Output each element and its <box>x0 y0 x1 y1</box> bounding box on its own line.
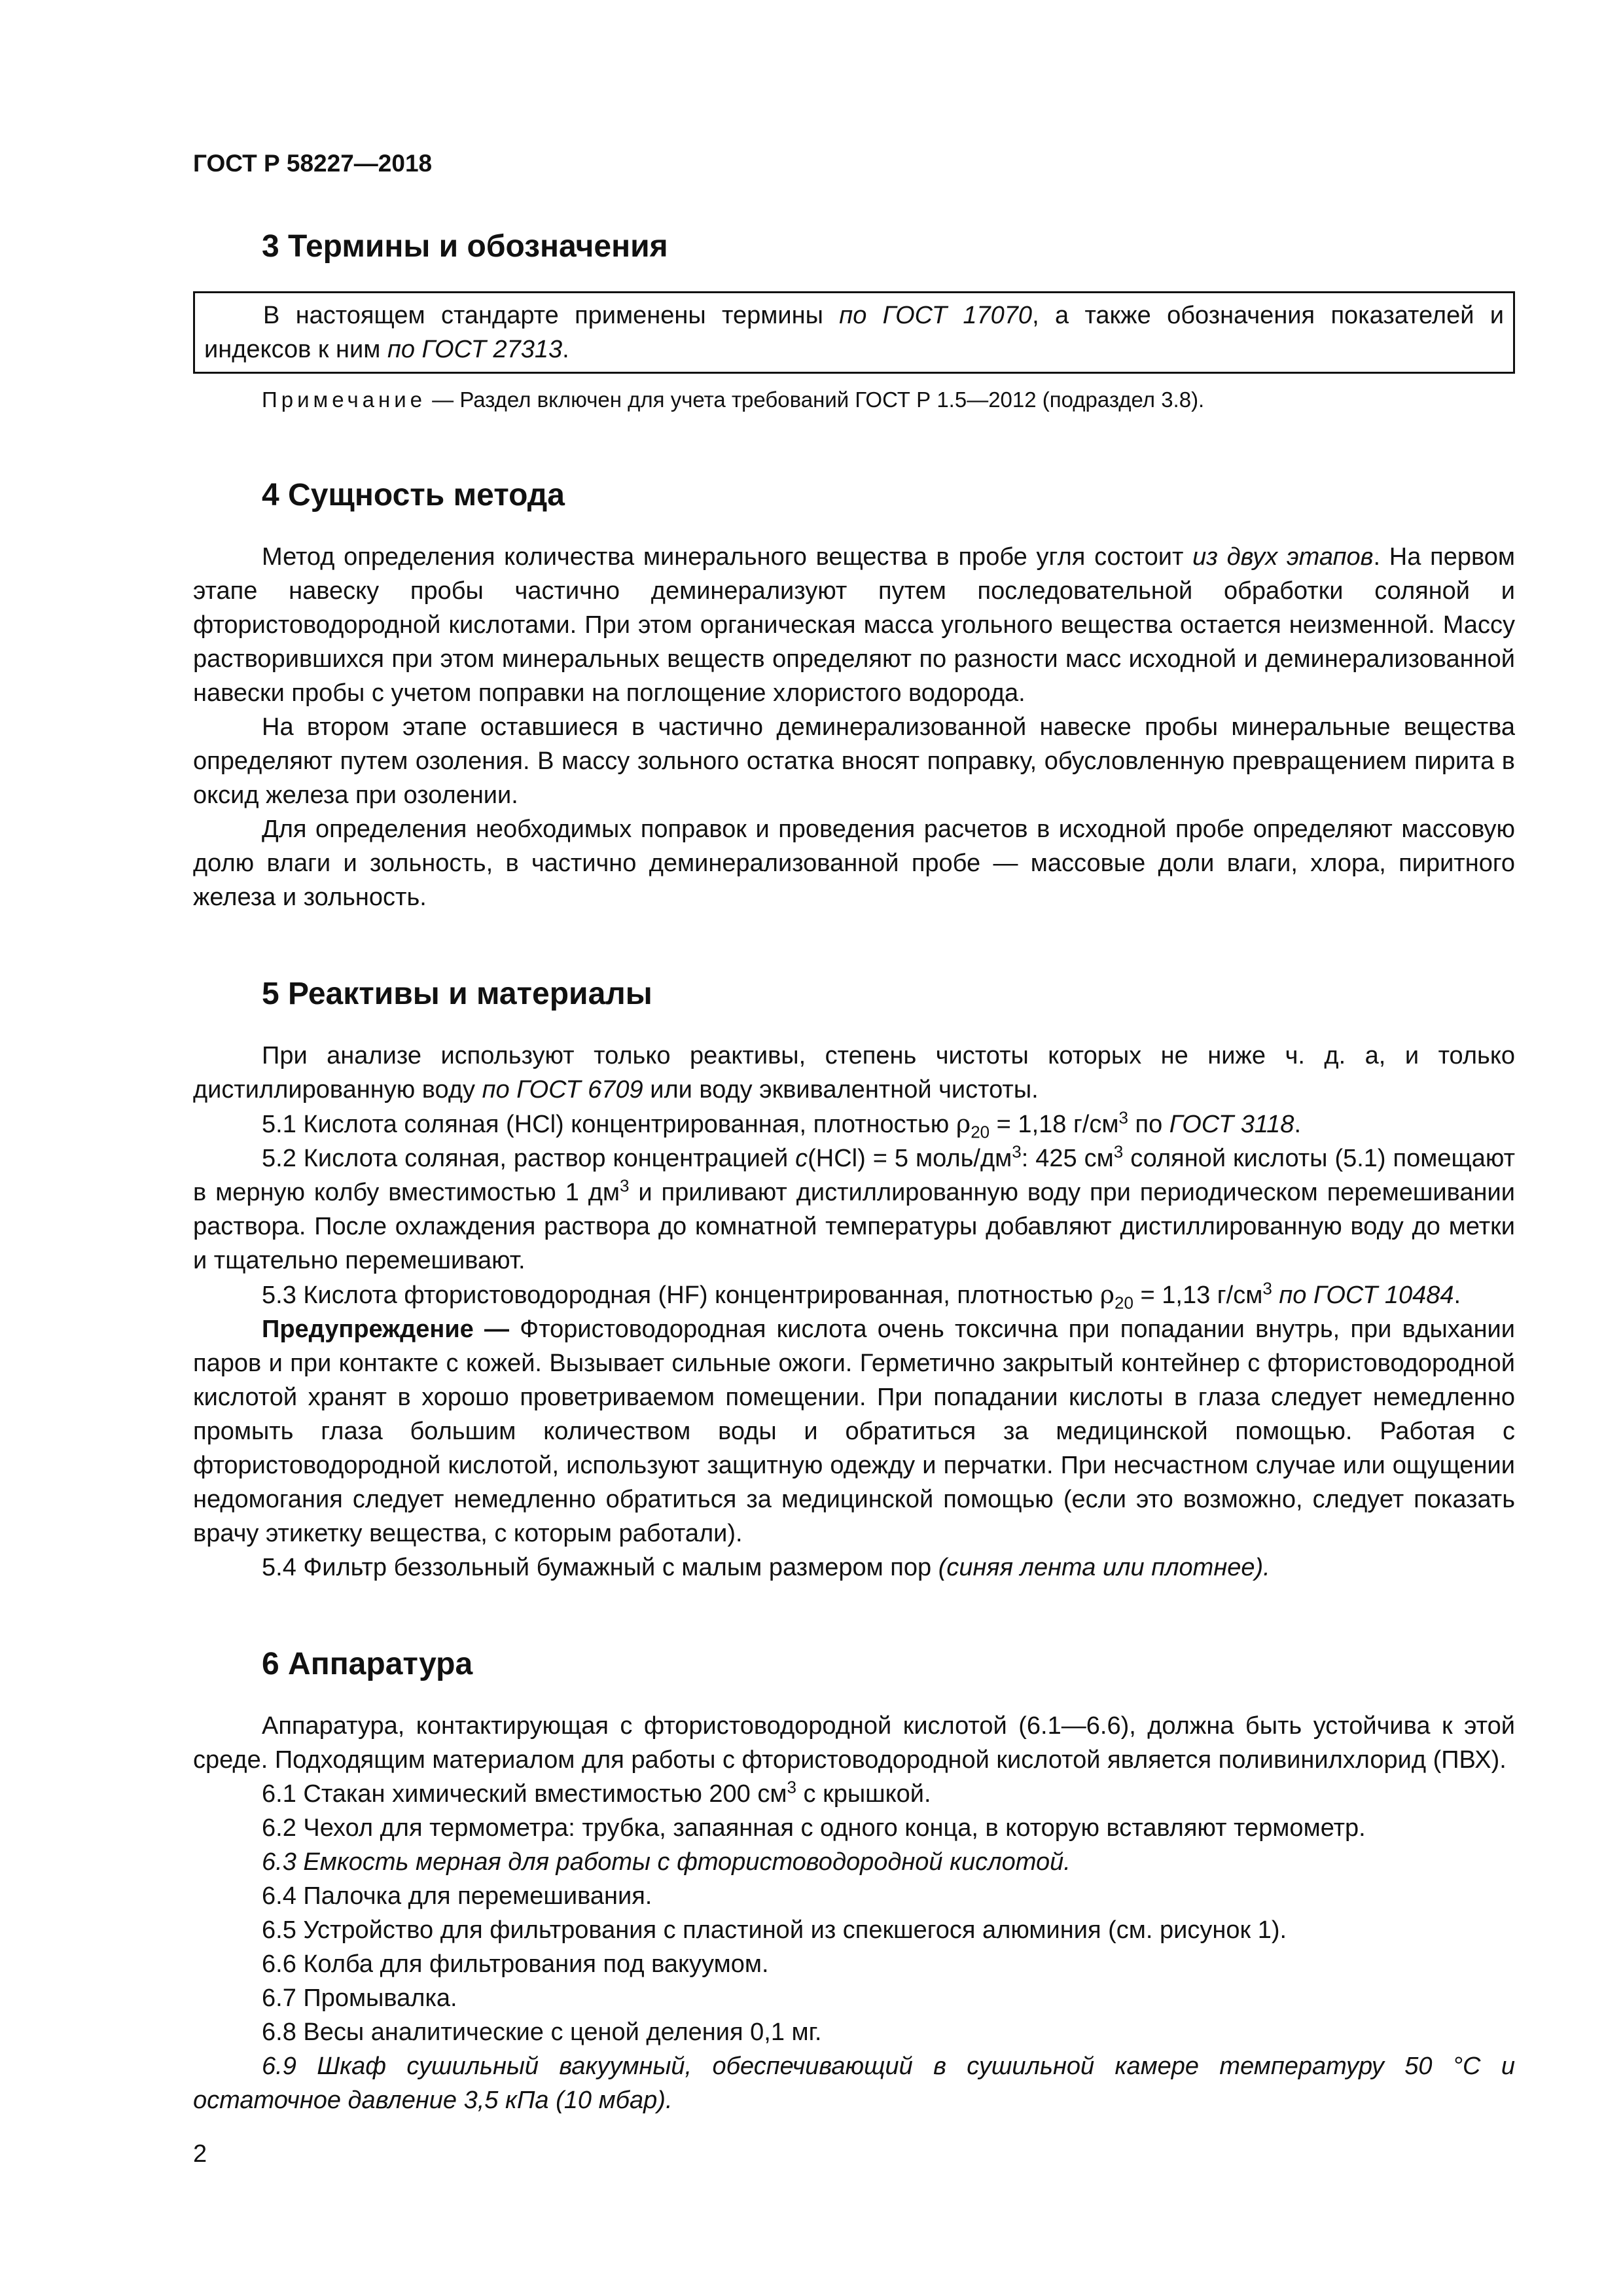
text-run-italic: из двух этапов <box>1192 543 1374 571</box>
reference-link: по ГОСТ 27313 <box>387 336 563 363</box>
text-run: : 425 см <box>1021 1145 1114 1172</box>
clause-6-5: 6.5 Устройство для фильтрования с пластиной из спекшегося алюминия (см. рисунок 1). <box>262 1916 1287 1944</box>
document-page <box>193 147 1515 2117</box>
clause-6-7: 6.7 Промывалка. <box>262 1984 457 2012</box>
text-run-italic: c <box>795 1145 808 1172</box>
subscript: 20 <box>1115 1293 1133 1313</box>
text-run-italic: 6.9 Шкаф сушильный вакуумный, обеспечивающий в сушильной камере температуру 50 °С и остаточное давление 3,5 кПа (10 мбар). <box>193 2053 1515 2114</box>
section-title: 6 Аппаратура <box>262 1647 473 1681</box>
note-text: — Раздел включен для учета требований ГОСТ Р 1.5—2012 (подраздел 3.8). <box>426 387 1205 412</box>
text-run: 5.3 Кислота фтористоводородная (HF) концентрированная, плотностью <box>262 1282 1100 1309</box>
warning-text: Фтористоводородная кислота очень токсична при попадании внутрь, при вдыхании паров и при контакте с кожей. Вызывает сильные ожоги. Герметично закрытый контейнер с фтористоводородной кислотой хранят в хорошо проветриваемом помещении. При попадании кислоты в глаза следует немедленно промыть глаза большим количеством воды и обратиться за медицинской помощью. Работая с фтористоводородной кислотой, используют защитную одежду и перчатки. При несчастном случае или ощущении недомогания следует немедленно обратиться за медицинской помощью (если это возможно, следует показать врачу этикетку вещества, с которым работали). <box>193 1316 1516 1547</box>
text-run: с крышкой. <box>796 1780 931 1808</box>
clause-6-4: 6.4 Палочка для перемешивания. <box>262 1882 652 1910</box>
text-run: 5.2 Кислота соляная, раствор концентрацией <box>262 1145 796 1172</box>
clause-5-1 <box>193 1107 1515 1141</box>
reference-link: по ГОСТ 6709 <box>482 1076 643 1103</box>
paragraph: Для определения необходимых поправок и проведения расчетов в исходной пробе определяют массовую долю влаги и зольность, в частично деминерализованной пробе — массовые доли влаги, хлора, пиритного железа и зольность. <box>193 816 1515 911</box>
text-run: соляной кислоты (5.1) помещают в мерную колбу вместимостью 1 дм <box>193 1145 1515 1206</box>
superscript: 3 <box>787 1777 796 1797</box>
clause-6-2: 6.2 Чехол для термометра: трубка, запаянная с одного конца, в которую вставляют термометр. <box>262 1814 1366 1842</box>
section-4-heading <box>193 475 1515 516</box>
text-run: = 1,18 г/см <box>990 1111 1119 1138</box>
clause-5-4 <box>193 1551 1515 1585</box>
text-run: . <box>1454 1282 1461 1309</box>
text-run: или воду эквивалентной чистоты. <box>643 1076 1039 1103</box>
text-run: 5.1 Кислота соляная (HCl) концентрированная, плотностью <box>262 1111 956 1138</box>
superscript: 3 <box>1012 1141 1022 1162</box>
clause-5-2 <box>193 1141 1515 1278</box>
rho-symbol: ρ <box>1099 1280 1115 1309</box>
clause-5-3 <box>193 1278 1515 1312</box>
section-5-heading <box>193 973 1515 1015</box>
warning-paragraph <box>193 1312 1515 1551</box>
rho-symbol: ρ <box>955 1109 971 1138</box>
paragraph: Аппаратура, контактирующая с фтористоводородной кислотой (6.1—6.6), должна быть устойчива к этой среде. Подходящим материалом для работы с фтористоводородной кислотой является поливинилхлорид (ПВХ). <box>193 1712 1515 1774</box>
text-run: и приливают дистиллированную воду при периодическом перемешивании раствора. После охлаждения раствора до комнатной температуры добавляют дистиллированную воду до метки и тщательно перемешивают. <box>193 1179 1515 1274</box>
section-title: 3 Термины и обозначения <box>262 229 668 264</box>
text-run: . <box>1294 1111 1301 1138</box>
superscript: 3 <box>1113 1141 1124 1162</box>
text-run: 6.1 Стакан химический вместимостью 200 см <box>262 1780 787 1808</box>
document-code: ГОСТ Р 58227—2018 <box>193 150 433 177</box>
paragraph: На втором этапе оставшиеся в частично деминерализованной навеске пробы минеральные вещества определяют путем озоления. В массу зольного остатка вносят поправку, обусловленную превращением пирита в оксид железа при озолении. <box>193 713 1515 809</box>
text-run: В настоящем стандарте применены термины <box>263 302 840 329</box>
page-number: 2 <box>193 2140 207 2168</box>
text-run: = 1,13 г/см <box>1133 1282 1263 1309</box>
clause-6-6: 6.6 Колба для фильтрования под вакуумом. <box>262 1950 769 1978</box>
superscript: 3 <box>1118 1107 1128 1128</box>
reference-link: по ГОСТ 10484 <box>1279 1282 1454 1309</box>
subscript: 20 <box>971 1122 990 1142</box>
paragraph <box>204 298 1504 367</box>
text-run: . <box>562 336 569 363</box>
paragraph <box>193 540 1515 710</box>
text-run-italic: (синяя лента или плотнее). <box>938 1554 1270 1581</box>
note-label: Примечание <box>262 387 427 412</box>
superscript: 3 <box>1262 1278 1272 1299</box>
clause-6-8: 6.8 Весы аналитические с ценой деления 0,1 мг. <box>262 2018 822 2046</box>
text-run <box>1272 1282 1279 1309</box>
note <box>193 384 1515 416</box>
reference-link: по ГОСТ 17070 <box>839 302 1033 329</box>
clause-6-3 <box>193 1845 1515 1879</box>
clause-6-1 <box>193 1777 1515 1811</box>
text-run: , а также обозначения показателей и индексов к ним <box>204 302 1505 363</box>
clause-6-9 <box>193 2049 1515 2117</box>
text-run-italic: 6.3 Емкость мерная для работы с фтористоводородной кислотой. <box>262 1848 1071 1876</box>
superscript: 3 <box>620 1175 630 1196</box>
text-run: . На первом этапе навеску пробы частично деминерализуют путем последовательной обработки соляной и фтористоводородной кислотами. При этом органическая масса угольного вещества остается неизменной. Массу растворившихся при этом минеральных веществ определяют по разности масс исходной и деминерализованной навески пробы с учетом поправки на поглощение хлористого водорода. <box>193 543 1515 707</box>
section-3-framed-text <box>193 291 1515 374</box>
section-6-heading <box>193 1643 1515 1685</box>
text-run: по <box>1128 1111 1169 1138</box>
warning-label: Предупреждение — <box>262 1316 510 1343</box>
reference-link: ГОСТ 3118 <box>1169 1111 1294 1138</box>
paragraph <box>193 1039 1515 1107</box>
text-run: 5.4 Фильтр беззольный бумажный с малым размером пор <box>262 1554 938 1581</box>
text-run: (HCl) = 5 моль/дм <box>808 1145 1012 1172</box>
section-3-heading <box>193 226 1515 268</box>
section-title: 4 Сущность метода <box>262 478 565 512</box>
text-run: При анализе используют только реактивы, степень чистоты которых не ниже ч. д. а, и только дистиллированную воду <box>193 1042 1515 1103</box>
section-title: 5 Реактивы и материалы <box>262 977 652 1011</box>
text-run: Метод определения количества минерального вещества в пробе угля состоит <box>262 543 1193 571</box>
